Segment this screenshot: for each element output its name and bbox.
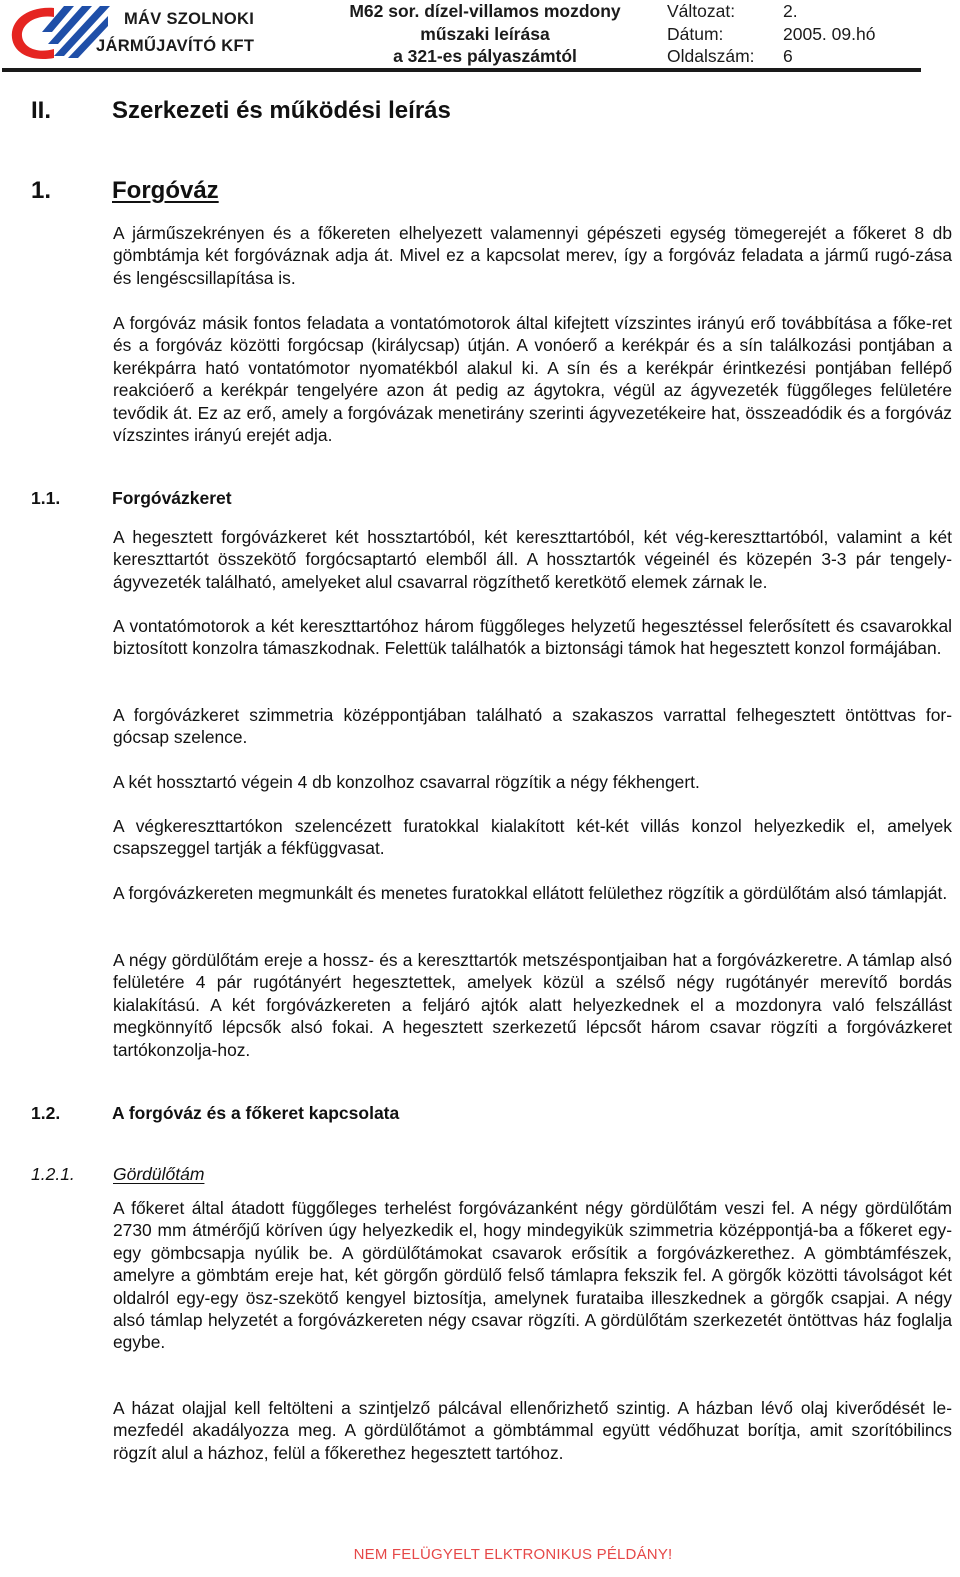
paragraph: A házat olajjal kell feltölteni a szintjelző pálcával ellenőrizhető szintig. A házban lévő olaj kiverődését le-mezfedél akadályozza meg. A gördülőtámot a gömbtámmal együtt védőhuzat borítja, amit szorítóbilincs rögzít alul a házhoz, felül a főkerethez hegesztett tartóhoz. [113,1398,952,1463]
header-divider [2,68,921,72]
paragraph: A forgóváz másik fontos feladata a vontatómotorok által kifejtett vízszintes irányú erő továbbítása a főke-ret és a forgóváz közötti forgócsap (királycsap) útján. A vonóerő a kerékpár és a sín találkozási pontjában a kerékpárra ható vontatómotor nyomatékból alakul ki. A sín és a kerékpár érintkezési pontjában fellépő reakcióerő a kerékpár tengelyére azon át pedig az ágytokra, végül az ágyvezeték függőleges felületére tevődik át. Ez az erő, amely a forgóvázak menetirány szerinti ágyvezetékeire hat, összeadódik és a forgóváz vízszintes irányú erejét adja. [113,313,952,446]
document-meta [667,0,875,68]
subsection-title: Forgóvázkeret [112,488,232,508]
paragraph: A végkereszttartókon szelencézett furatokkal kialakított két-két villás konzol helyezkedik el, amelyek csapszeggel tartják a fékfüggvasat. [113,816,952,859]
subsection-number: 1.2. [31,1103,61,1123]
section-title: Szerkezeti és működési leírás [112,97,451,124]
meta-value: 6 [783,46,793,66]
subsubsection-number: 1.2.1. [31,1164,75,1184]
meta-label: Változat: [667,1,736,21]
section-number: II. [31,97,52,124]
document-title-line: M62 sor. dízel-villamos mozdony [349,1,621,21]
subsubsection-title: Gördülőtám [113,1164,205,1184]
chapter-title: Forgóváz [112,177,219,204]
paragraph: A hegesztett forgóvázkeret két hossztartóból, két kereszttartóból, két vég-kereszttartóból, valamint a két kereszttartót összekötő forgócsaptartó elemből áll. A hossztartók végeinél és közepén 3-3 pár tengely-ágyvezeték található, amelyeket alul csavarral rögzíthető keretkötő elemek zárnak le. [113,527,952,592]
meta-row-version [667,0,875,23]
document-title-line: a 321-es pályaszámtól [393,46,577,66]
meta-label: Dátum: [667,23,724,44]
paragraph: A négy gördülőtám ereje a hossz- és a kereszttartók metszéspontjaiban hat a forgóvázkeretre. A támlap alsó felületére 4 pár rugótányért hegesztettek, amelyek közül a szélső négy rugótányér merevítő bordás kialakítású. A két forgóvázkereten a feljáró ajtók alatt helyezkednek el a mozdonyra való felszállást megkönnyítő lépcsők alsó fokai. A hegesztett szerkezetű lépcsőt három csavar rögzíti a forgóvázkeret tartókonzolja-hoz. [113,950,952,1060]
paragraph: A két hossztartó végein 4 db konzolhoz csavarral rögzítik a négy fékhengert. [113,772,700,792]
meta-value: 2. [783,1,798,21]
subsection-title: A forgóváz és a főkeret kapcsolata [112,1103,400,1123]
company-line-1: MÁV SZOLNOKI [124,10,255,28]
paragraph: A forgóvázkeret szimmetria középpontjában található a szakaszos varrattal felhegesztett öntöttvas for-gócsap szelence. [113,705,952,748]
document-title [330,0,640,68]
meta-row-date [667,23,875,46]
company-line-2: JÁRMŰJAVÍTÓ KFT [96,37,255,55]
paragraph: A főkeret által átadott függőleges terhelést forgóvázanként négy gördülőtám veszi fel. A négy gördülőtám 2730 mm átmérőjű köríven úgy helyezkedik el, hogy mindegyikük szimmetria középpontjá-ba a főkeret egy-egy gömbcsapja nyúlik be. A gördülőtámokat csavarok erősítik a forgóvázkerethez. A gömbtámfészek, amelyre a gömbtám ereje hat, két görgőn gördülő felső támlapra fekszik fel. A görgők közötti távolságot két oldalról egy-egy ösz-szekötő kengyel biztosítja, amelynek furataiba illeszkednek a görgők csapjai. A négy alsó támlap helyzetét a forgóvázkereten négy csavar rögzíti. A gördülőtám szerkezetét öntöttvas ház foglalja egybe. [113,1198,952,1353]
uncontrolled-copy-notice: NEM FELÜGYELT ELKTRONIKUS PÉLDÁNY! [353,1546,673,1563]
paragraph: A járműszekrényen és a főkereten elhelyezett valamennyi gépészeti egység tömegerejét a főkeret 8 db gömbtámja két forgóváznak adja át. Mivel ez a kapcsolat merev, így a forgóváz feladata a jármű rugó-zása és lengéscsillapítása is. [113,223,952,288]
document-title-line: műszaki leírása [420,23,550,44]
logo-red-arc [12,8,54,59]
paragraph: A forgóvázkereten megmunkált és menetes furatokkal ellátott felülethez rögzítik a gördülőtám alsó támlapját. [113,883,948,903]
page-header [0,0,960,75]
company-name [96,6,254,60]
paragraph: A vontatómotorok a két kereszttartóhoz három függőleges helyzetű hegesztéssel felerősített és csavarokkal biztosított konzolra támaszkodnak. Felettük találhatók a biztonsági támok hat hegesztett konzol formájában. [113,616,952,659]
chapter-number: 1. [31,177,52,204]
meta-value: 2005. 09.hó [783,23,876,44]
subsection-number: 1.1. [31,488,61,508]
meta-label: Oldalszám: [667,46,755,66]
meta-row-page [667,45,875,68]
